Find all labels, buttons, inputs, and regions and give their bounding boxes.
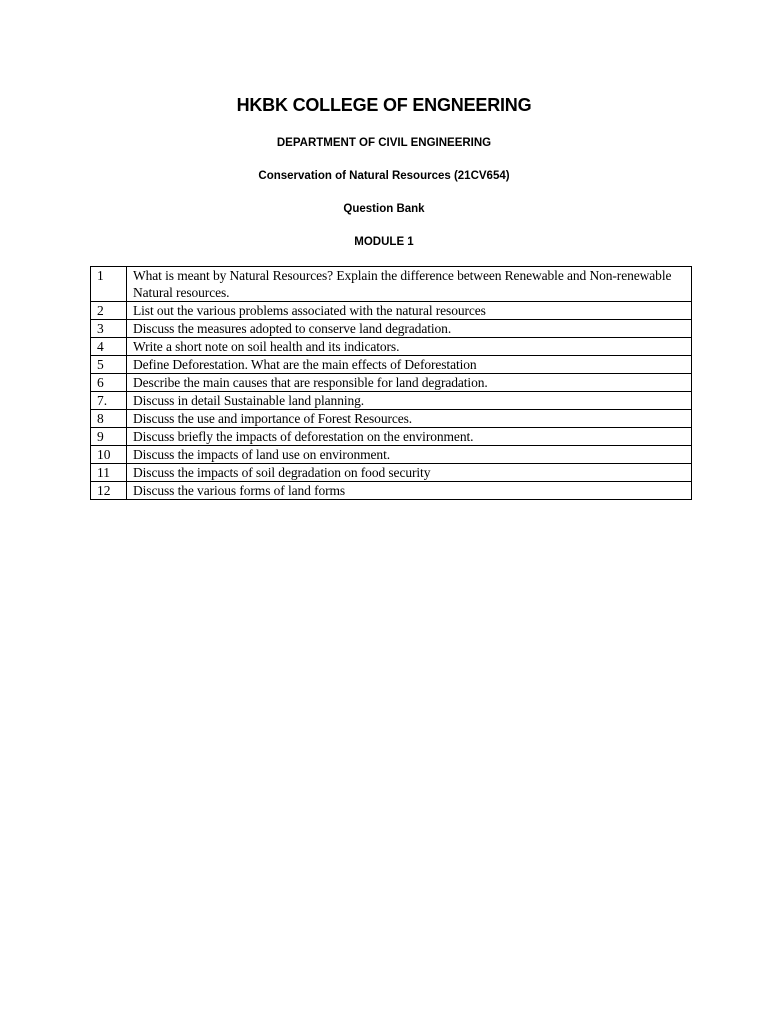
course-heading: Conservation of Natural Resources (21CV654) xyxy=(258,170,510,182)
table-row xyxy=(91,464,692,482)
table-row xyxy=(91,302,692,320)
question-text: Write a short note on soil health and its indicators. xyxy=(127,338,692,356)
table-row xyxy=(91,374,692,392)
question-number: 3 xyxy=(91,320,127,338)
question-text: Describe the main causes that are responsible for land degradation. xyxy=(127,374,692,392)
question-number: 6 xyxy=(91,374,127,392)
table-row xyxy=(91,482,692,500)
question-text: Discuss the various forms of land forms xyxy=(127,482,692,500)
question-text: Discuss the impacts of land use on environment. xyxy=(127,446,692,464)
table-row xyxy=(91,356,692,374)
college-title: HKBK COLLEGE OF ENGNEERING xyxy=(236,95,532,115)
question-number: 8 xyxy=(91,410,127,428)
question-text: Discuss in detail Sustainable land planning. xyxy=(127,392,692,410)
table-row xyxy=(91,446,692,464)
question-number: 11 xyxy=(91,464,127,482)
table-row xyxy=(91,392,692,410)
question-text: Define Deforestation. What are the main effects of Deforestation xyxy=(127,356,692,374)
table-row xyxy=(91,267,692,302)
document-type-heading: Question Bank xyxy=(343,203,425,215)
question-number: 9 xyxy=(91,428,127,446)
question-number: 1 xyxy=(91,267,127,302)
table-row xyxy=(91,410,692,428)
question-text: Discuss the impacts of soil degradation on food security xyxy=(127,464,692,482)
question-text: Discuss briefly the impacts of deforestation on the environment. xyxy=(127,428,692,446)
question-number: 7. xyxy=(91,392,127,410)
module-heading: MODULE 1 xyxy=(354,236,414,248)
question-table xyxy=(90,266,692,500)
table-row xyxy=(91,320,692,338)
department-heading: DEPARTMENT OF CIVIL ENGINEERING xyxy=(276,137,492,149)
question-number: 5 xyxy=(91,356,127,374)
question-text: Discuss the use and importance of Forest Resources. xyxy=(127,410,692,428)
table-row xyxy=(91,428,692,446)
question-number: 10 xyxy=(91,446,127,464)
question-text: List out the various problems associated with the natural resources xyxy=(127,302,692,320)
question-text: What is meant by Natural Resources? Explain the difference between Renewable and Non-renewable Natural resources. xyxy=(127,267,692,302)
table-row xyxy=(91,338,692,356)
question-number: 12 xyxy=(91,482,127,500)
question-number: 4 xyxy=(91,338,127,356)
question-text: Discuss the measures adopted to conserve land degradation. xyxy=(127,320,692,338)
question-number: 2 xyxy=(91,302,127,320)
